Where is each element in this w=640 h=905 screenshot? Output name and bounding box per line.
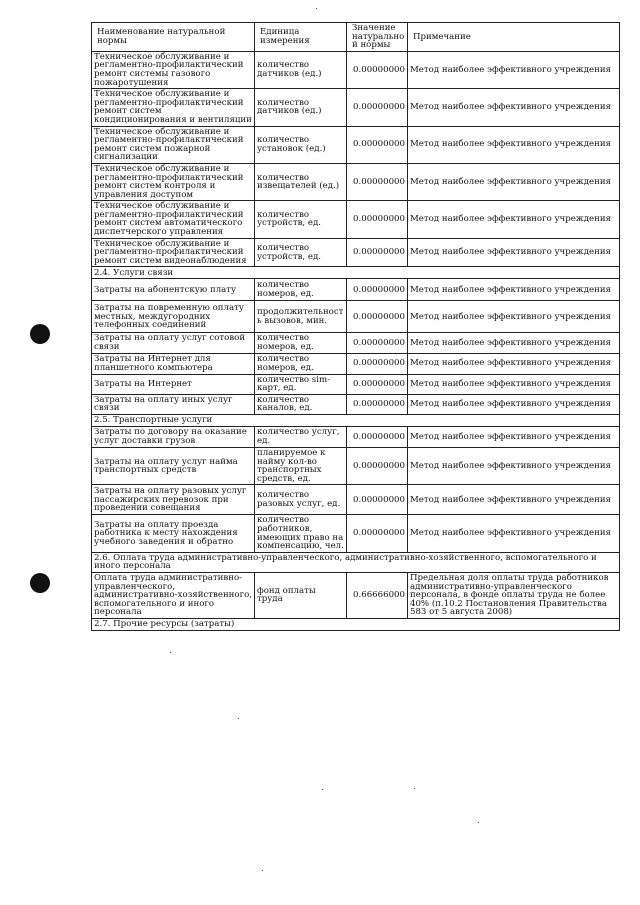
table-row (92, 201, 620, 238)
header-note: Примечание (408, 23, 620, 52)
cell-name: Техническое обслуживание и регламентно-профилактический ремонт системы газового пожаротушения (92, 51, 255, 88)
cell-note: Метод наиболее эффективного учреждения (408, 333, 620, 353)
cell-unit: количество номеров, ед. (255, 279, 347, 301)
table-row (92, 515, 620, 552)
cell-value: 0.00000000 (347, 238, 408, 267)
cell-name: Затраты на оплату иных услуг связи (92, 394, 255, 414)
section-row (92, 267, 620, 279)
cell-value: 0.00000000 (347, 448, 408, 485)
cell-value: 0.00000000 (347, 126, 408, 163)
cell-name: Оплата труда административно-управленческого, административно-хозяйственного, вспомогательного и иного персонала (92, 572, 255, 618)
cell-unit: количество каналов, ед. (255, 394, 347, 414)
cell-name: Затраты на Интернет (92, 374, 255, 394)
cell-note: Метод наиболее эффективного учреждения (408, 279, 620, 301)
cell-unit: количество услуг, ед. (255, 427, 347, 448)
cell-name: Затраты по договору на оказание услуг доставки грузов (92, 427, 255, 448)
punch-hole (30, 573, 50, 593)
section-row (92, 552, 620, 572)
cell-note: Метод наиболее эффективного учреждения (408, 238, 620, 267)
table-row (92, 126, 620, 163)
cell-note: Метод наиболее эффективного учреждения (408, 51, 620, 88)
cell-unit: количество номеров, ед. (255, 353, 347, 374)
table-row (92, 301, 620, 333)
table-row (92, 89, 620, 126)
section-title: 2.7. Прочие ресурсы (затраты) (92, 618, 620, 630)
cell-name: Затраты на оплату разовых услуг пассажирских перевозок при проведении совещания (92, 485, 255, 515)
cell-name: Техническое обслуживание и регламентно-профилактический ремонт систем видеонаблюдения (92, 238, 255, 267)
cell-unit: количество датчиков (ед.) (255, 89, 347, 126)
cell-unit: количество датчиков (ед.) (255, 51, 347, 88)
table-row (92, 238, 620, 267)
cell-name: Затраты на повременную оплату местных, междугородних телефонных соединений (92, 301, 255, 333)
cell-unit: фонд оплаты труда (255, 572, 347, 618)
cell-name: Затраты на Интернет для планшетного компьютера (92, 353, 255, 374)
table-body (92, 51, 620, 630)
cell-unit: количество устройств, ед. (255, 238, 347, 267)
cell-name: Затраты на оплату услуг найма транспортных средств (92, 448, 255, 485)
cell-name: Затраты на оплату услуг сотовой связи (92, 333, 255, 353)
cell-name: Техническое обслуживание и регламентно-профилактический ремонт систем пожарной сигнализации (92, 126, 255, 163)
cell-value: 0.00000000 (347, 353, 408, 374)
table-row (92, 374, 620, 394)
cell-value: 0.00000000 (347, 515, 408, 552)
section-row (92, 618, 620, 630)
cell-note: Метод наиболее эффективного учреждения (408, 427, 620, 448)
section-row (92, 415, 620, 427)
cell-value: 0.00000000 (347, 201, 408, 238)
cell-value: 0.00000000 (347, 51, 408, 88)
cell-value: 0.00000000 (347, 279, 408, 301)
cell-unit: количество номеров, ед. (255, 333, 347, 353)
cell-note: Метод наиболее эффективного учреждения (408, 163, 620, 200)
table-row (92, 163, 620, 200)
cell-value: 0.00000000 (347, 394, 408, 414)
table-row (92, 572, 620, 618)
table-row (92, 448, 620, 485)
cell-value: 0.00000000 (347, 163, 408, 200)
cell-note: Метод наиболее эффективного учреждения (408, 374, 620, 394)
cell-note: Метод наиболее эффективного учреждения (408, 89, 620, 126)
cell-name: Техническое обслуживание и регламентно-профилактический ремонт систем кондиционирования и вентиляции (92, 89, 255, 126)
cell-note: Метод наиболее эффективного учреждения (408, 353, 620, 374)
cell-note: Метод наиболее эффективного учреждения (408, 201, 620, 238)
cell-unit: планируемое к найму кол-во транспортных средств, ед. (255, 448, 347, 485)
cell-value: 0.00000000 (347, 427, 408, 448)
cell-unit: количество устройств, ед. (255, 201, 347, 238)
header-name: Наименование натуральной нормы (92, 23, 255, 52)
cell-note: Метод наиболее эффективного учреждения (408, 126, 620, 163)
table-row (92, 485, 620, 515)
norms-table (91, 22, 620, 631)
table-row (92, 353, 620, 374)
cell-value: 0.00000000 (347, 301, 408, 333)
table-header-row (92, 23, 620, 52)
table-row (92, 279, 620, 301)
cell-note: Метод наиболее эффективного учреждения (408, 485, 620, 515)
cell-note: Метод наиболее эффективного учреждения (408, 301, 620, 333)
cell-unit: количество установок (ед.) (255, 126, 347, 163)
table-row (92, 51, 620, 88)
cell-note: Предельная доля оплаты труда работников административно-управленческого персонала, в фонде оплаты труда не более 40% (п.10.2 Постановления Правительства 583 от 5 августа 2008) (408, 572, 620, 618)
table-row (92, 333, 620, 353)
cell-unit: количество разовых услуг, ед. (255, 485, 347, 515)
table-row (92, 427, 620, 448)
header-unit: Единица измерения (255, 23, 347, 52)
table-row (92, 394, 620, 414)
cell-note: Метод наиболее эффективного учреждения (408, 515, 620, 552)
section-title: 2.6. Оплата труда административно-управленческого, административно-хозяйственного, вспомогательного и иного персонала (92, 552, 620, 572)
cell-unit: количество извещателей (ед.) (255, 163, 347, 200)
cell-value: 0.00000000 (347, 333, 408, 353)
cell-value: 0.00000000 (347, 374, 408, 394)
cell-name: Затраты на оплату проезда работника к месту нахождения учебного заведения и обратно (92, 515, 255, 552)
cell-name: Техническое обслуживание и регламентно-профилактический ремонт систем контроля и управления доступом (92, 163, 255, 200)
cell-value: 0.66666000 (347, 572, 408, 618)
section-title: 2.5. Транспортные услуги (92, 415, 620, 427)
punch-hole (30, 324, 50, 344)
cell-unit: количество работников, имеющих право на компенсацию, чел. (255, 515, 347, 552)
cell-note: Метод наиболее эффективного учреждения (408, 448, 620, 485)
cell-unit: количество sim-карт, ед. (255, 374, 347, 394)
section-title: 2.4. Услуги связи (92, 267, 620, 279)
cell-name: Затраты на абонентскую плату (92, 279, 255, 301)
cell-value: 0.00000000 (347, 485, 408, 515)
header-value: Значение натуральной нормы (347, 23, 408, 52)
cell-value: 0.00000000 (347, 89, 408, 126)
cell-unit: продолжительность вызовов, мин. (255, 301, 347, 333)
cell-name: Техническое обслуживание и регламентно-профилактический ремонт систем автоматического диспетчерского управления (92, 201, 255, 238)
cell-note: Метод наиболее эффективного учреждения (408, 394, 620, 414)
